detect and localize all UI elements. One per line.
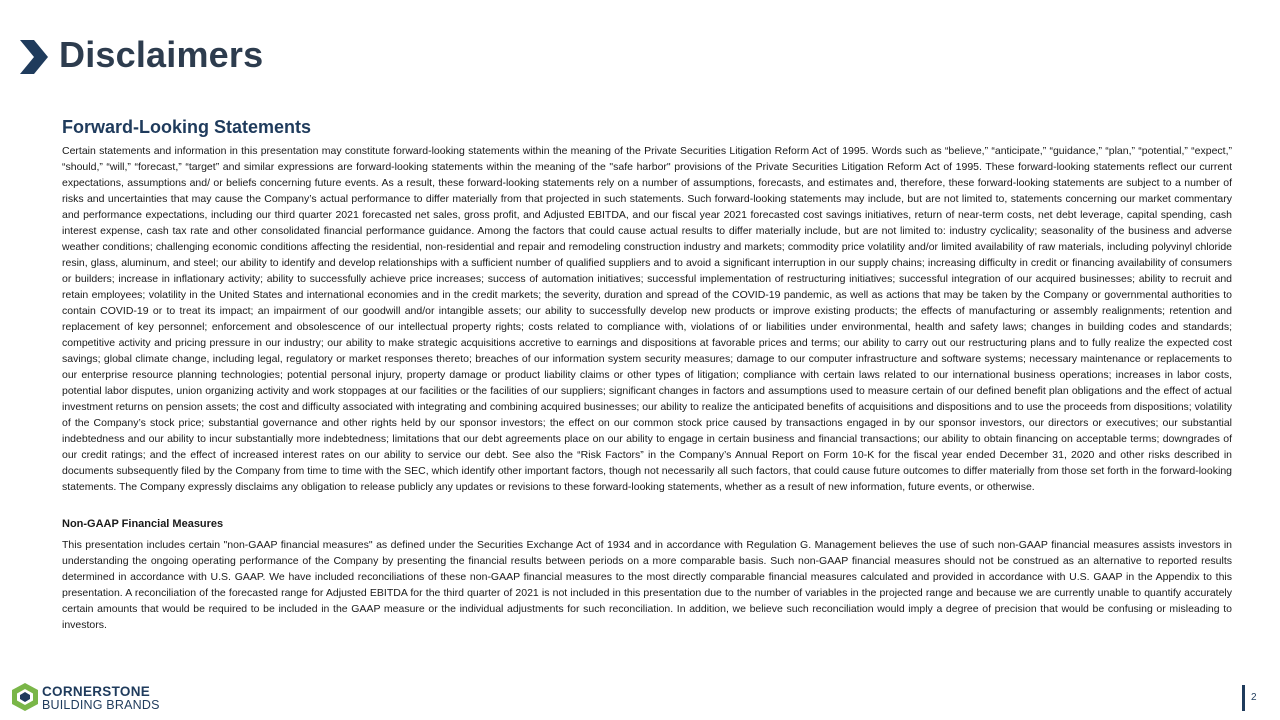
cornerstone-logo-icon [12, 683, 38, 711]
non-gaap-text: This presentation includes certain "non-GAAP financial measures" as defined under the Securities Exchange Act of 1934 and in accordance with Regulation G. Management believes the use of such non-GAAP financial measures assists investors in understanding the ongoing operating performance of the Company by presenting the financial results between periods on a more comparable basis. Such non-GAAP financial measures should not be construed as an alternative to reported results determined in accordance with U.S. GAAP. We have included reconciliations of these non-GAAP financial measures to the most directly comparable financial measures calculated and provided in accordance with U.S. GAAP in the Appendix to this presentation. A reconciliation of the forecasted range for Adjusted EBITDA for the third quarter of 2021 is not included in this presentation due to the number of variables in the projected range and because we are currently unable to quantify accurately certain amounts that would be required to be included in the GAAP measure or the individual adjustments for such reconciliation. In addition, we believe such reconciliation would imply a degree of precision that would be confusing or misleading to investors. [62, 539, 1232, 631]
chevron-right-icon [20, 40, 48, 74]
page-title: Disclaimers [59, 34, 264, 75]
non-gaap-heading: Non-GAAP Financial Measures [62, 518, 224, 530]
page-number: 2 [1251, 692, 1257, 703]
forward-looking-heading: Forward-Looking Statements [62, 117, 312, 137]
company-logo [12, 683, 192, 713]
logo-wordmark-top: CORNERSTONE [42, 684, 151, 699]
forward-looking-text: Certain statements and information in this presentation may constitute forward-looking statements within the meaning of the Private Securities Litigation Reform Act of 1995. Words such as “believe,” “anticipate,” “guidance,” “plan,” “potential,” “expect,” “should,” “will,” “forecast,” “target” and similar expressions are forward-looking statements within the meaning of the "safe harbor" provisions of the Private Securities Litigation Reform Act of 1995. These forward-looking statements reflect our current expectations, assumptions and/ or beliefs concerning future events. As a result, these forward-looking statements rely on a number of assumptions, forecasts, and estimates and, therefore, these forward-looking statements are subject to a number of risks and uncertainties that may cause the Company’s actual performance to differ materially from that projected in such statements. Such forward-looking statements may include, but are not limited to, statements concerning our market commentary and performance expectations, including our third quarter 2021 forecasted net sales, gross profit, and Adjusted EBITDA, and our fiscal year 2021 forecasted cost savings initiatives, return of near-term costs, net debt leverage, capital spending, cash interest expense, cash tax rate and other consolidated financial performance guidance. Among the factors that could cause actual results to differ materially include, but are not limited to: industry cyclicality; seasonality of the business and adverse weather conditions; challenging economic conditions affecting the residential, non-residential and repair and remodeling construction industry and markets; commodity price volatility and/or limited availability of raw materials, including polyvinyl chloride resin, glass, aluminum, and steel; our ability to identify and develop relationships with a sufficient number of qualified suppliers and to avoid a significant interruption in our supply chains; increasing difficulty in credit or financing availability of consumers or builders; increase in inflationary activity; ability to successfully achieve price increases; success of automation initiatives; successful implementation of restructuring initiatives; successful integration of our acquired businesses; ability to recruit and retain employees; volatility in the United States and international economies and in the credit markets; the severity, duration and spread of the COVID-19 pandemic, as well as actions that may be taken by the Company or governmental authorities to contain COVID-19 or to treat its impact; an impairment of our goodwill and/or intangible assets; our ability to successfully develop new products or improve existing products; the effects of manufacturing or assembly realignments; retention and replacement of key personnel; enforcement and obsolescence of our intellectual property rights; costs related to compliance with, violations of or liabilities under environmental, health and safety laws; changes in building codes and standards; competitive activity and pricing pressure in our industry; our ability to make strategic acquisitions accretive to earnings and dispositions at favorable prices and terms; our ability to carry out our restructuring plans and to fully realize the expected cost savings; global climate change, including legal, regulatory or market responses thereto; breaches of our information system security measures; damage to our computer infrastructure and software systems; necessary maintenance or replacements to our enterprise resource planning technologies; potential personal injury, property damage or product liability claims or other types of litigation; compliance with certain laws related to our international business operations; increases in labor costs, potential labor disputes, union organizing activity and work stoppages at our facilities or the facilities of our suppliers; significant changes in factors and assumptions used to measure certain of our defined benefit plan obligations and the effect of actual investment returns on pension assets; the cost and difficulty associated with integrating and combining acquired businesses; our ability to realize the anticipated benefits of acquisitions and dispositions and to use the proceeds from dispositions; volatility of the Company’s stock price; substantial governance and other rights held by our sponsor investors; the effect on our common stock price caused by transactions engaged in by our sponsor investors, our directors or executives; our substantial indebtedness and our ability to incur substantially more indebtedness; limitations that our debt agreements place on our ability to engage in certain business and financial transactions; our ability to obtain financing on acceptable terms; downgrades of our credit ratings; and the effect of increased interest rates on our ability to service our debt. See also the “Risk Factors” in the Company’s Annual Report on Form 10-K for the fiscal year ended December 31, 2020 and other risks described in documents subsequently filed by the Company from time to time with the SEC, which identify other important factors, though not necessarily all such factors, that could cause future outcomes to differ materially from those set forth in the forward-looking statements. The Company expressly disclaims any obligation to release publicly any updates or revisions to these forward-looking statements, whether as a result of new information, future events, or otherwise. [62, 145, 1232, 493]
logo-wordmark-bottom: BUILDING BRANDS [42, 698, 160, 712]
page-number-divider [1242, 685, 1245, 711]
